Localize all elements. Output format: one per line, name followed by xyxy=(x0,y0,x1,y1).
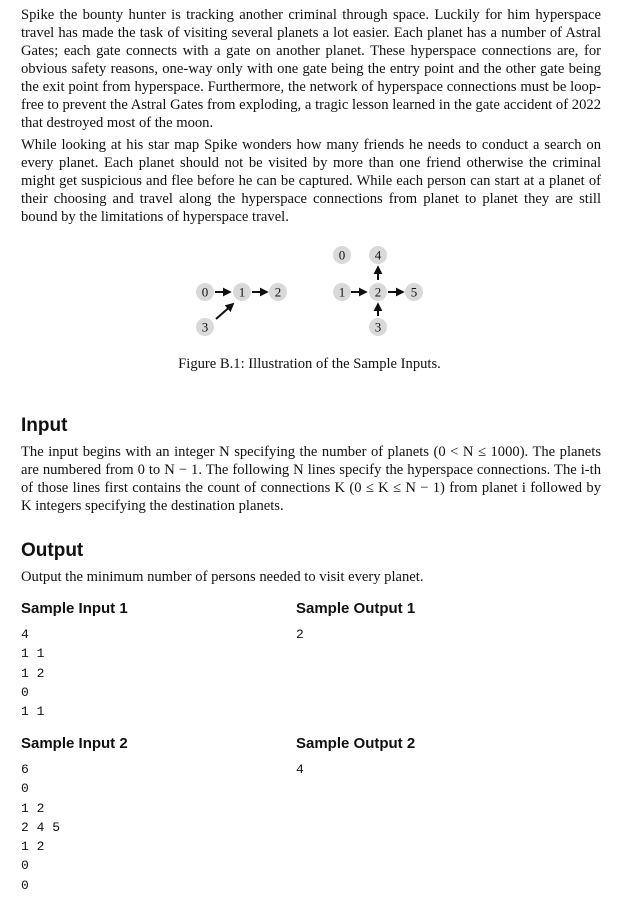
graph1-node-label: 3 xyxy=(201,319,209,335)
graph2-node xyxy=(333,283,351,301)
graph2-node xyxy=(369,246,387,264)
graph1-node-label: 0 xyxy=(201,284,209,300)
intro-paragraph-1: Spike the bounty hunter is tracking another criminal through space. Luckily for him hyperspace travel has made the task of visiting several planets a lot easier. Each planet has a number of Astral Gates; each gate connects with a gate on another planet. These hyperspace connections are, for obvious safety reasons, one-way only with one gate being the entry point and the other gate being the exit point from hyperspace. Furthermore, the network of hyperspace connections must be loop-free to prevent the Astral Gates from exploding, a tragic lesson learned in the gate accident of 2022 that destroyed most of the moon. xyxy=(21,7,601,131)
graph1-node xyxy=(233,283,251,301)
graph2-node xyxy=(369,283,387,301)
graph1-edge-3-1 xyxy=(216,304,233,319)
output-description: Output the minimum number of persons needed to visit every planet. xyxy=(21,569,424,585)
sample-output-1: 2 xyxy=(296,627,304,642)
graph2-node-label: 0 xyxy=(338,247,346,263)
output-heading: Output xyxy=(21,540,84,561)
graph1-node xyxy=(269,283,287,301)
graph1-node-label: 2 xyxy=(274,284,282,300)
graph2-node xyxy=(405,283,423,301)
input-heading: Input xyxy=(21,415,68,436)
graph2-node-label: 5 xyxy=(410,284,418,300)
graph2-node-label: 4 xyxy=(374,247,382,263)
intro-paragraph-2: While looking at his star map Spike wonders how many friends he needs to conduct a search on every planet. Each planet should not be visited by more than one friend otherwise the criminal might get suspicious and flee before he can be captured. While each person can start at a planet of their choosing and travel along the hyperspace connections from planet to planet they are still bound by the limitations of hyperspace travel. xyxy=(21,137,601,225)
sample-input-1: 4 1 1 1 2 0 1 1 xyxy=(21,627,45,720)
sample-input-2-title: Sample Input 2 xyxy=(21,735,128,752)
figure-caption: Figure B.1: Illustration of the Sample Inputs. xyxy=(178,356,441,372)
sample-input-2: 6 0 1 2 2 4 5 1 2 0 0 xyxy=(21,762,61,893)
sample-output-1-title: Sample Output 1 xyxy=(296,600,416,617)
graph2-node xyxy=(369,318,387,336)
graph1-node xyxy=(196,283,214,301)
sample-output-2: 4 xyxy=(296,762,304,777)
graph2-node-label: 1 xyxy=(338,284,346,300)
graph2-node xyxy=(333,246,351,264)
graph1-node-label: 1 xyxy=(238,284,246,300)
graph1-node xyxy=(196,318,214,336)
graph2-node-label: 3 xyxy=(374,319,382,335)
sample-input-1-title: Sample Input 1 xyxy=(21,600,128,617)
sample-output-2-title: Sample Output 2 xyxy=(296,735,416,752)
graph2-node-label: 2 xyxy=(374,284,382,300)
input-description: The input begins with an integer N specifying the number of planets (0 < N ≤ 1000). The planets are numbered from 0 to N − 1. The following N lines specify the hyperspace connections. The i-th of those lines first contains the count of connections K (0 ≤ K ≤ N − 1) from planet i followed by K integers specifying the destination planets. xyxy=(21,444,601,514)
sample-illustration-figure xyxy=(0,240,619,350)
